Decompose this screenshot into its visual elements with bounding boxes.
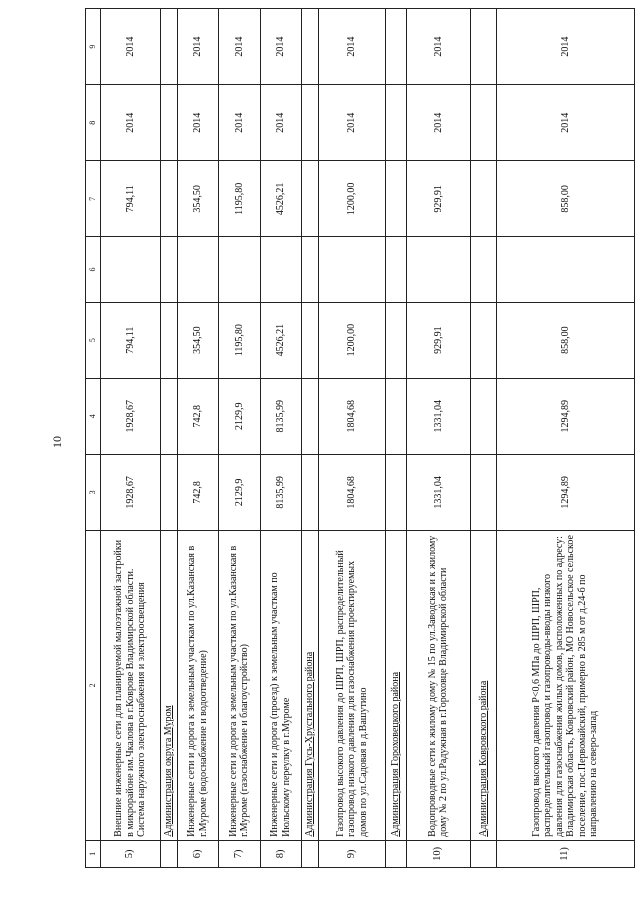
empty-cell [160,454,177,530]
header-cell: 6 [86,237,101,302]
row-number-cell: 8) [260,840,302,867]
object-name-cell: Инженерные сети и дорога к земельным участкам по ул.Казанская в г.Муроме (водоснабжение и водоотведение) [177,530,219,840]
col4-cell: 1804,68 [318,378,385,454]
col5-cell: 929,91 [406,302,471,378]
object-name-cell: Инженерные сети и дорога к земельным участкам по ул.Казанская в г.Муроме (газоснабжение и благоустройство) [219,530,261,840]
table-row [219,9,261,868]
year-start-cell: 2014 [219,85,261,161]
table-row [496,9,634,868]
row-number-cell: 10) [406,840,471,867]
section-number-cell [302,840,319,867]
section-title-cell [471,530,496,840]
header-cell: 2 [86,530,101,840]
year-start-cell: 2014 [406,85,471,161]
year-end-cell: 2014 [406,9,471,85]
col4-cell: 8135,99 [260,378,302,454]
col5-cell: 1200,00 [318,302,385,378]
header-cell: 7 [86,161,101,237]
table-row [406,9,471,868]
header-cell: 1 [86,840,101,867]
col3-cell: 8135,99 [260,454,302,530]
col3-cell: 1294,89 [496,454,634,530]
col3-cell: 1331,04 [406,454,471,530]
empty-cell [385,302,406,378]
year-start-cell: 2014 [100,85,160,161]
year-start-cell: 2014 [177,85,219,161]
empty-cell [385,161,406,237]
col6-cell [177,237,219,302]
header-cell: 4 [86,378,101,454]
col6-cell [406,237,471,302]
page-number: 10 [50,436,64,448]
table-row [318,9,385,868]
empty-cell [302,161,319,237]
col7-cell: 354,50 [177,161,219,237]
section-title: Администрация Гороховецкого района [389,671,401,837]
empty-cell [160,161,177,237]
row-number-cell: 5) [100,840,160,867]
col5-cell: 858,00 [496,302,634,378]
year-start-cell: 2014 [496,85,634,161]
section-title: Администрация Гусь-Хрустального района [304,651,316,837]
empty-cell [160,302,177,378]
section-title-cell [385,530,406,840]
col5-cell: 1195,80 [219,302,261,378]
table-body [86,9,635,868]
object-name-cell: Инженерные сети и дорога (проезд) к земельным участкам по Июльскому переулку в г.Муроме [260,530,302,840]
empty-cell [160,85,177,161]
section-number-cell [471,840,496,867]
header-cell: 3 [86,454,101,530]
section-number-cell [385,840,406,867]
col7-cell: 858,00 [496,161,634,237]
year-end-cell: 2014 [219,9,261,85]
col7-cell: 929,91 [406,161,471,237]
year-end-cell: 2014 [260,9,302,85]
col4-cell: 1294,89 [496,378,634,454]
row-number-cell: 11) [496,840,634,867]
empty-cell [385,237,406,302]
col4-cell: 742,8 [177,378,219,454]
header-cell: 5 [86,302,101,378]
empty-cell [471,85,496,161]
col4-cell: 1331,04 [406,378,471,454]
empty-cell [302,454,319,530]
empty-cell [471,161,496,237]
empty-cell [302,237,319,302]
col7-cell: 1195,80 [219,161,261,237]
year-end-cell: 2014 [177,9,219,85]
section-title-cell [160,530,177,840]
row-number-cell: 6) [177,840,219,867]
section-row [471,9,496,868]
col7-cell: 794,11 [100,161,160,237]
section-row [302,9,319,868]
empty-cell [385,454,406,530]
empty-cell [160,9,177,85]
works-table [85,8,635,868]
empty-cell [471,454,496,530]
col7-cell: 4526,21 [260,161,302,237]
empty-cell [160,378,177,454]
year-end-cell: 2014 [100,9,160,85]
section-row [385,9,406,868]
col4-cell: 2129,9 [219,378,261,454]
col3-cell: 2129,9 [219,454,261,530]
header-row [86,9,101,868]
year-start-cell: 2014 [260,85,302,161]
col6-cell [260,237,302,302]
col6-cell [496,237,634,302]
empty-cell [385,378,406,454]
table-row [100,9,160,868]
section-row [160,9,177,868]
empty-cell [160,237,177,302]
empty-cell [471,378,496,454]
object-name-cell: Внешние инженерные сети для планируемой малоэтажной застройки в микрорайоне им.Чкалова в г.Коврове Владимирской области. Система наружного электроснабжения и электроосвещения [100,530,160,840]
empty-cell [302,9,319,85]
row-number-cell: 7) [219,840,261,867]
header-cell: 8 [86,85,101,161]
empty-cell [471,9,496,85]
empty-cell [302,85,319,161]
empty-cell [385,85,406,161]
empty-cell [385,9,406,85]
year-end-cell: 2014 [496,9,634,85]
object-name-cell: Газопровод высокого давления до ШРП, ШРП, распределительный газопровод низкого давления для газоснабжения проектируемых домов по ул.Садовая в д.Вашутино [318,530,385,840]
section-number-cell [160,840,177,867]
object-name-cell: Газопровод высокого давления Р<0,6 МПа до ШРП, ШРП, распределительный газопровод и газопроводы-вводы низкого давления для газоснабжения жилых домов, расположенных по адресу: Владимирская область, Ковровский район, МО Новосельское сельское поселение, пос.Первомайский, примерно в 285 м от д.24-б по направлению на северо-запад [496,530,634,840]
col3-cell: 742,8 [177,454,219,530]
col6-cell [318,237,385,302]
section-title: Администрация округа Муром [163,705,175,837]
year-end-cell: 2014 [318,9,385,85]
col5-cell: 794,11 [100,302,160,378]
section-title-cell [302,530,319,840]
col5-cell: 4526,21 [260,302,302,378]
table-row [260,9,302,868]
object-name-cell: Водопроводные сети к жилому дому № 15 по ул.Заводская и к жилому дому № 2 по ул.Радужная в г.Гороховце Владимирской области [406,530,471,840]
header-cell: 9 [86,9,101,85]
section-title: Администрация Ковровского района [477,680,489,837]
empty-cell [471,302,496,378]
year-start-cell: 2014 [318,85,385,161]
col3-cell: 1804,68 [318,454,385,530]
col6-cell [219,237,261,302]
col3-cell: 1928,67 [100,454,160,530]
empty-cell [471,237,496,302]
table-row [177,9,219,868]
col7-cell: 1200,00 [318,161,385,237]
empty-cell [302,302,319,378]
rotated-table-wrapper [85,8,635,868]
col5-cell: 354,50 [177,302,219,378]
row-number-cell: 9) [318,840,385,867]
col6-cell [100,237,160,302]
col4-cell: 1928,67 [100,378,160,454]
empty-cell [302,378,319,454]
